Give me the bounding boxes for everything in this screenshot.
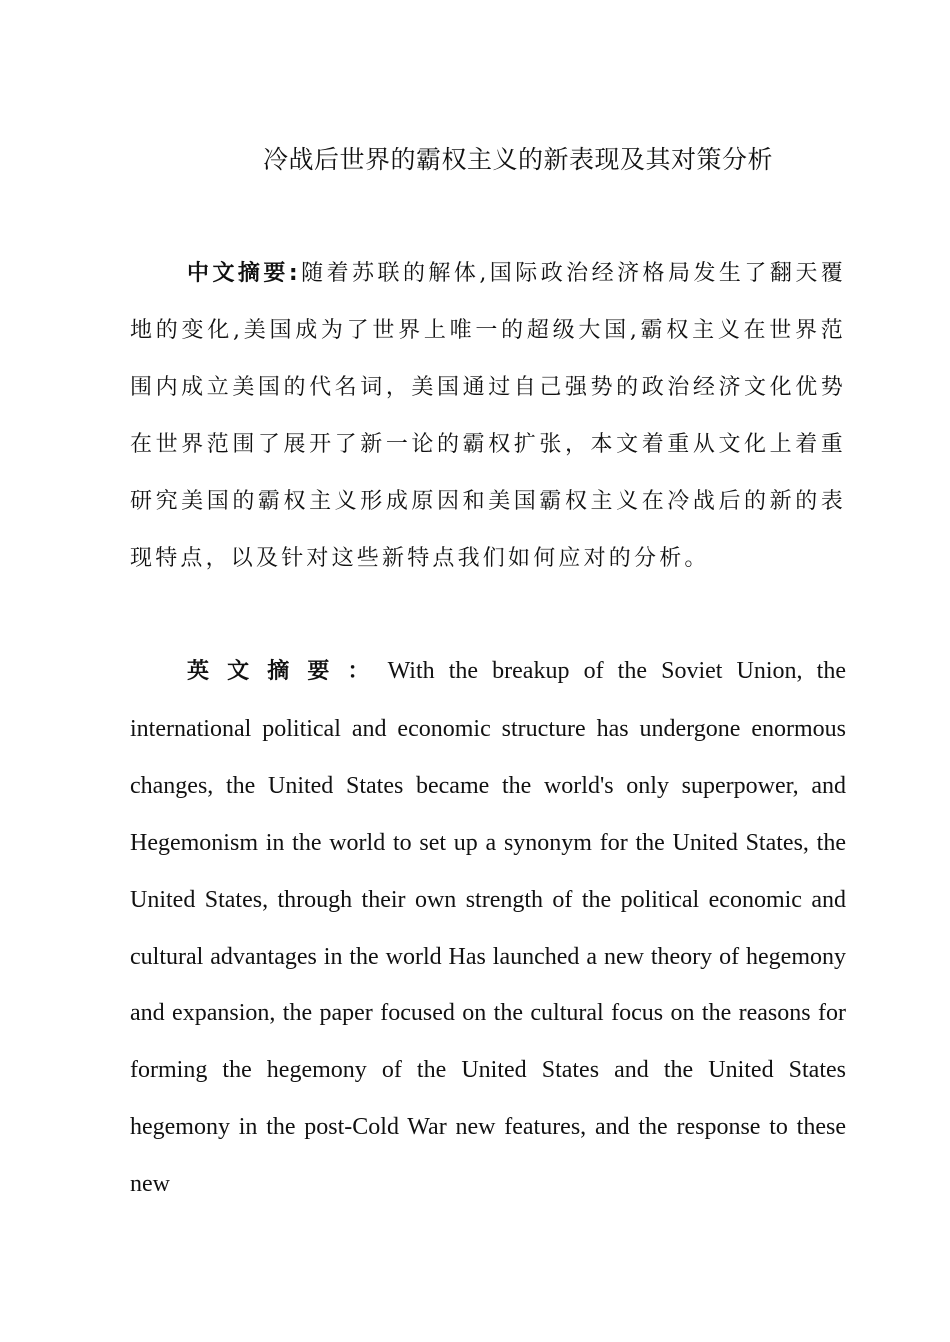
english-abstract (130, 643, 846, 1213)
english-abstract-text: With the breakup of the Soviet Union, the international political and economic structure has undergone enormous changes, the United States became the world's only superpower, and Hegemonism in the world to set up a synonym for the United States, the United States, through their own strength of the political economic and cultural advantages in the world Has launched a new theory of hegemony and expansion, the paper focused on the cultural focus on the reasons for forming the hegemony of the United States and the United States hegemony in the post-Cold War new features, and the response to these new (130, 658, 846, 1198)
document-title-wrap (0, 138, 950, 182)
english-abstract-label: 英文摘要： (187, 659, 388, 684)
chinese-abstract-text: 随着苏联的解体,国际政治经济格局发生了翻天覆地的变化,美国成为了世界上唯一的超级大国,霸权主义在世界范围内成立美国的代名词，美国通过自己强势的政治经济文化优势在世界范围了展开了新一论的霸权扩张，本文着重从文化上着重研究美国的霸权主义形成原因和美国霸权主义在冷战后的新的表现特点，以及针对这些新特点我们如何应对的分析。 (130, 261, 846, 571)
chinese-abstract-label: 中文摘要: (187, 261, 301, 286)
document-title: 冷战后世界的霸权主义的新表现及其对策分析 (262, 145, 773, 174)
chinese-abstract (130, 246, 846, 587)
